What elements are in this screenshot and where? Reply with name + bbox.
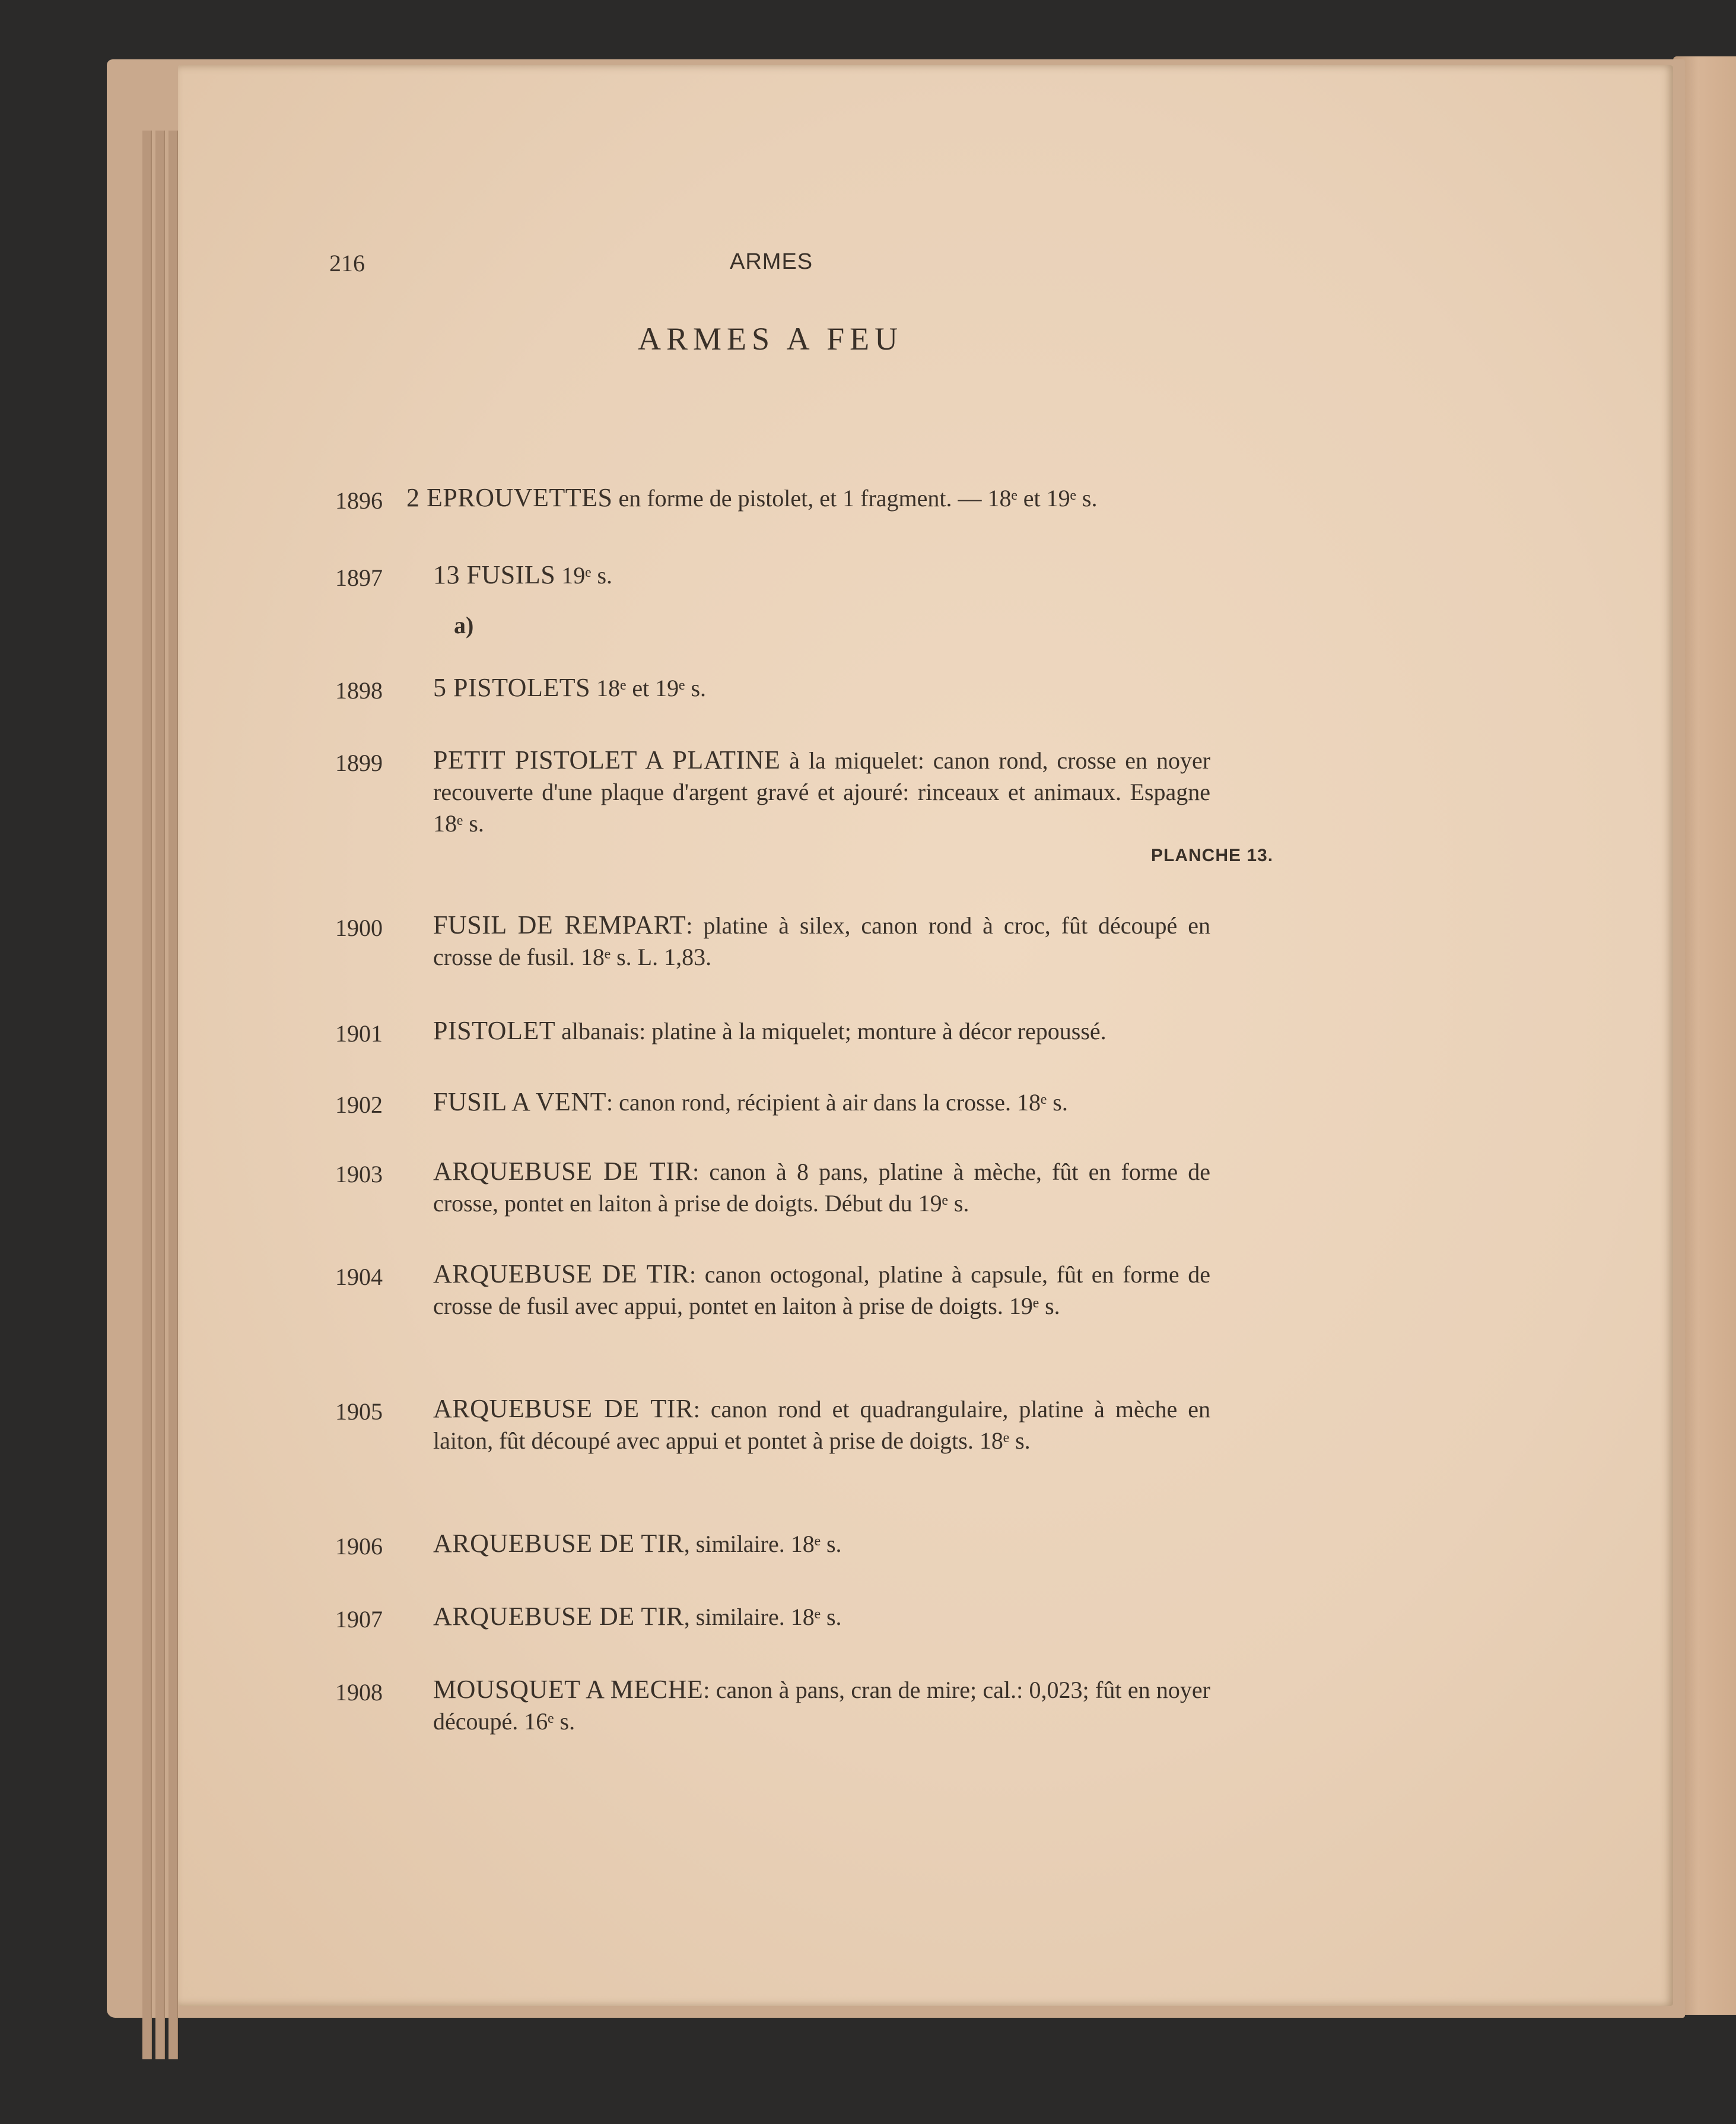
entry-description: , similaire. 18ᵉ s. — [683, 1604, 842, 1630]
entry-text — [433, 1601, 1210, 1633]
entry-caps: PISTOLET — [433, 1016, 556, 1045]
entry-number: 1902 — [335, 1091, 383, 1118]
entry-caps: ARQUEBUSE DE TIR — [433, 1394, 694, 1423]
entry-number: 1906 — [335, 1533, 383, 1560]
entry-description: : canon rond et quadrangulaire, platine à mèche en laiton, fût découpé avec appui et pontet à prise de doigts. 18ᵉ s. — [433, 1396, 1210, 1454]
entry-description: , similaire. 18ᵉ s. — [683, 1531, 842, 1557]
entry-description: 19ᵉ s. — [555, 562, 613, 589]
entry-number: 1896 — [335, 487, 383, 514]
entry-caps: ARQUEBUSE DE TIR — [433, 1529, 684, 1558]
entry-text — [433, 909, 1210, 973]
entry-caps: 5 PISTOLETS — [433, 673, 591, 702]
entry-description: : platine à silex, canon rond à croc, fût découpé en crosse de fusil. 18ᵉ s. L. 1,83. — [433, 912, 1211, 970]
entry-text — [433, 1155, 1210, 1219]
entry-caps: ARQUEBUSE DE TIR — [433, 1259, 690, 1288]
entry-description: 18ᵉ et 19ᵉ s. — [590, 675, 707, 701]
entry-number: 1905 — [335, 1398, 383, 1425]
entry-number: 1898 — [335, 677, 383, 704]
entry-description: : canon octogonal, platine à capsule, fût en forme de crosse de fusil avec appui, pontet en laiton à prise de doigts. 19ᵉ s. — [433, 1261, 1210, 1319]
entry-description: à la miquelet: canon rond, crosse en noyer recouverte d'une plaque d'argent gravé et ajouré: rinceaux et animaux. Espagne 18ᵉ s. — [433, 747, 1211, 837]
entry-text — [433, 1393, 1210, 1456]
entry-description: albanais: platine à la miquelet; monture à décor repoussé. — [555, 1018, 1107, 1044]
entry-number: 1903 — [335, 1161, 383, 1188]
entry-caps: ARQUEBUSE DE TIR — [433, 1602, 684, 1631]
entry-text — [433, 744, 1210, 839]
entry-text — [433, 559, 1210, 591]
entry-caps: 13 FUSILS — [433, 560, 556, 589]
entry-text — [433, 1674, 1210, 1737]
entry-number: 1904 — [335, 1263, 383, 1290]
entry-caps: ARQUEBUSE DE TIR — [433, 1157, 693, 1186]
entry-description: : canon à 8 pans, platine à mèche, fût en forme de crosse, pontet en laiton à prise de doigts. Début du 19ᵉ s. — [433, 1158, 1210, 1217]
entry-number: 1899 — [335, 750, 383, 776]
entry-description: en forme de pistolet, et 1 fragment. — 18ᵉ et 19ᵉ s. — [612, 485, 1098, 512]
entry-number: 1901 — [335, 1020, 383, 1047]
section-title: ARMES A FEU — [638, 321, 904, 357]
entry-caps: FUSIL A VENT — [433, 1087, 607, 1116]
entry-number: 1907 — [335, 1606, 383, 1633]
entry-text — [433, 1015, 1210, 1047]
entry-number: 1908 — [335, 1679, 383, 1706]
entry-caps: 2 EPROUVETTES — [406, 483, 613, 512]
entry-description: : canon à pans, cran de mire; cal.: 0,023; fût en noyer découpé. 16ᵉ s. — [433, 1677, 1210, 1735]
entry-text — [406, 482, 1210, 514]
entry-number: 1897 — [335, 564, 383, 591]
entry-text — [433, 672, 1210, 704]
entry-caps: PETIT PISTOLET A PLATINE — [433, 745, 781, 774]
entry-text — [433, 1258, 1210, 1322]
entry-sub-label: a) — [454, 612, 474, 639]
entry-text — [433, 1528, 1210, 1560]
entry-text — [433, 1086, 1210, 1118]
entry-caps: MOUSQUET A MECHE — [433, 1675, 704, 1704]
plate-reference: PLANCHE 13. — [1151, 846, 1274, 865]
entry-number: 1900 — [335, 915, 383, 941]
page-number: 216 — [329, 250, 365, 277]
running-title: ARMES — [730, 249, 813, 274]
entry-description: : canon rond, récipient à air dans la crosse. 18ᵉ s. — [606, 1089, 1068, 1116]
entry-caps: FUSIL DE REMPART — [433, 910, 686, 939]
